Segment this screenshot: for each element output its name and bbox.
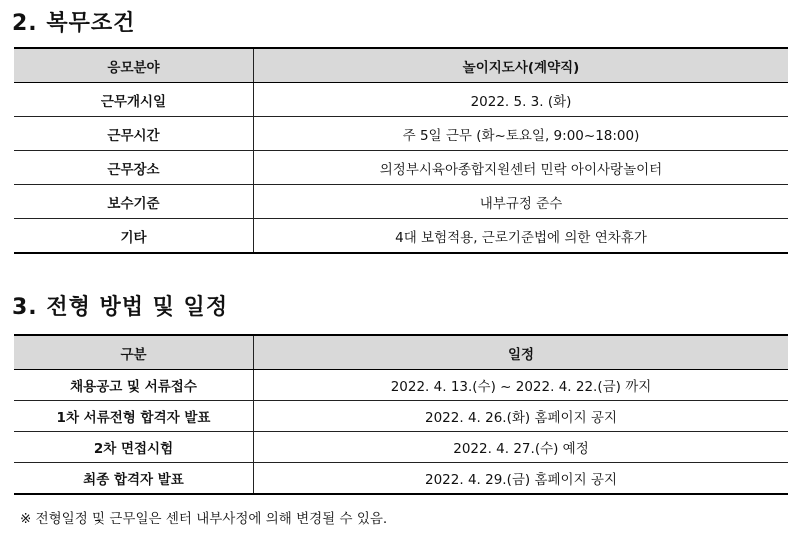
table-row <box>14 432 788 463</box>
row-label: 기타 <box>14 219 254 254</box>
section-3-title: 3. 전형 방법 및 일정 <box>12 295 229 320</box>
row-label: 근무개시일 <box>14 83 254 117</box>
row-value: 4대 보험적용, 근로기준법에 의한 연차휴가 <box>254 219 789 254</box>
selection-schedule-table <box>14 334 788 495</box>
table-header-row <box>14 335 788 370</box>
header-cell: 응모분야 <box>14 48 254 83</box>
header-cell: 구분 <box>14 335 254 370</box>
table-row <box>14 463 788 495</box>
row-label: 1차 서류전형 합격자 발표 <box>14 401 254 432</box>
row-label: 최종 합격자 발표 <box>14 463 254 495</box>
table-row <box>14 117 788 151</box>
row-label: 2차 면접시험 <box>14 432 254 463</box>
row-value: 주 5일 근무 (화~토요일, 9:00~18:00) <box>254 117 789 151</box>
row-label: 근무장소 <box>14 151 254 185</box>
row-value: 내부규정 준수 <box>254 185 789 219</box>
work-conditions-table <box>14 47 788 254</box>
table-header-row <box>14 48 788 83</box>
table-row <box>14 185 788 219</box>
row-label: 보수기준 <box>14 185 254 219</box>
row-value: 2022. 4. 26.(화) 홈페이지 공지 <box>254 401 789 432</box>
row-value: 2022. 4. 27.(수) 예정 <box>254 432 789 463</box>
table-row <box>14 370 788 401</box>
section-2-title: 2. 복무조건 <box>12 11 136 36</box>
table-row <box>14 151 788 185</box>
header-cell: 놀이지도사(계약직) <box>254 48 789 83</box>
table-row <box>14 401 788 432</box>
table-row <box>14 83 788 117</box>
row-value: 의정부시육아종합지원센터 민락 아이사랑놀이터 <box>254 151 789 185</box>
row-label: 채용공고 및 서류접수 <box>14 370 254 401</box>
table-row <box>14 219 788 254</box>
row-label: 근무시간 <box>14 117 254 151</box>
footnote: ※ 전형일정 및 근무일은 센터 내부사정에 의해 변경될 수 있음. <box>20 511 388 527</box>
row-value: 2022. 4. 29.(금) 홈페이지 공지 <box>254 463 789 495</box>
row-value: 2022. 4. 13.(수) ~ 2022. 4. 22.(금) 까지 <box>254 370 789 401</box>
header-cell: 일정 <box>254 335 789 370</box>
row-value: 2022. 5. 3. (화) <box>254 83 789 117</box>
